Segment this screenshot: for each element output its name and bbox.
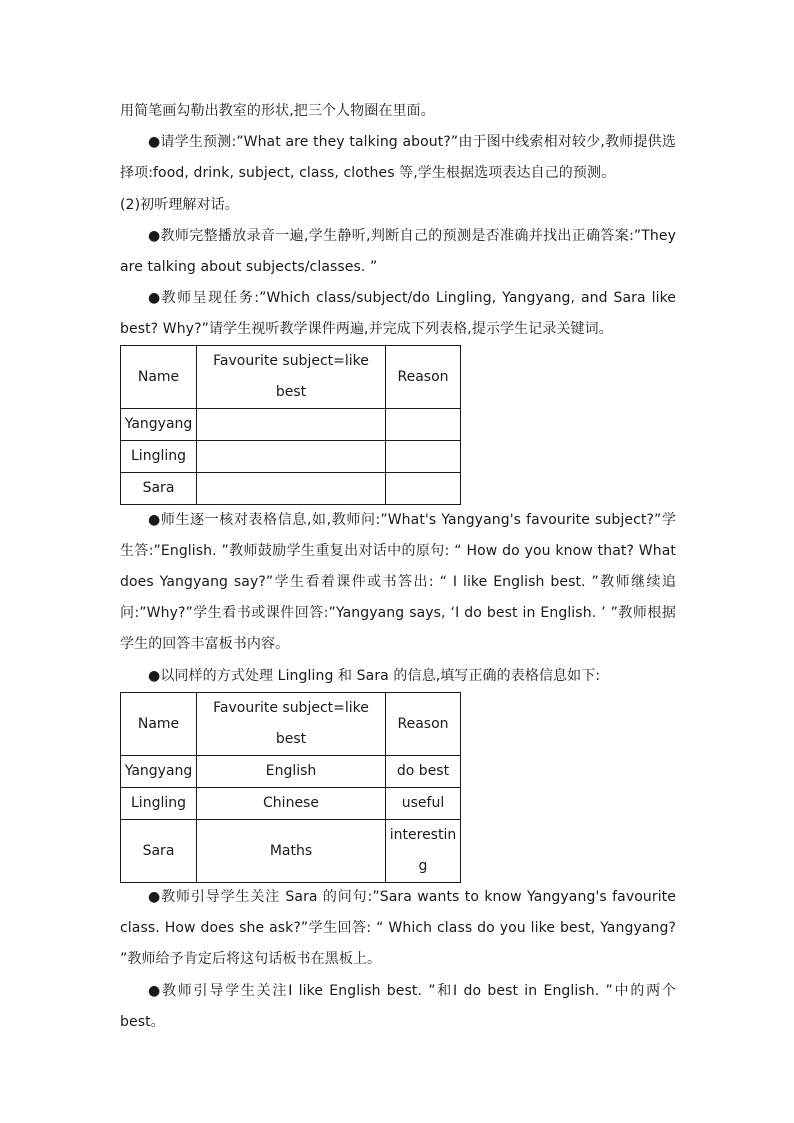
table-header-row <box>121 346 461 409</box>
table-cell <box>386 473 461 505</box>
table-cell: interesting <box>386 820 461 883</box>
table-cell: do best <box>386 756 461 788</box>
table-header-cell: Favourite subject=like best <box>197 693 386 756</box>
table-row <box>121 441 461 473</box>
table-cell <box>197 441 386 473</box>
paragraph-4: ●教师完整播放录音一遍,学生静听,判断自己的预测是否准确并找出正确答案:”They are talking about subjects/classes. ” <box>120 228 676 275</box>
table-cell: Maths <box>197 820 386 883</box>
table-row <box>121 820 461 883</box>
task-table-filled <box>120 692 461 883</box>
table-header-cell: Reason <box>386 693 461 756</box>
table-header-cell: Name <box>121 693 197 756</box>
table-cell: English <box>197 756 386 788</box>
table-cell <box>197 409 386 441</box>
table-header-cell: Name <box>121 346 197 409</box>
paragraph-3: (2)初听理解对话。 <box>120 197 239 213</box>
paragraph-5: ●教师呈现任务:”Which class/subject/do Lingling, Yangyang, and Sara like best? Why?”请学生视听教学课件两遍,并完成下列表格,提示学生记录关键词。 <box>120 290 676 337</box>
task-table-blank <box>120 345 461 505</box>
table-cell <box>386 441 461 473</box>
table-cell: Chinese <box>197 788 386 820</box>
table-cell <box>197 473 386 505</box>
table-cell: Sara <box>121 820 197 883</box>
table-cell: Lingling <box>121 441 197 473</box>
paragraph-7: ●以同样的方式处理 Lingling 和 Sara 的信息,填写正确的表格信息如下: <box>148 668 601 684</box>
table-header-cell: Reason <box>386 346 461 409</box>
paragraph-6: ●师生逐一核对表格信息,如,教师问:”What's Yangyang's favourite subject?”学生答:”English. ”教师鼓励学生重复出对话中的原句: “ How do you know that? What does Yangyang say?”学生看着课件或书答出: “ I like English best. ”教师继续追问:”Why?”学生看书或课件回答:”Yangyang says, ‘I do best in English. ’ ”教师根据学生的回答丰富板书内容。 <box>120 512 676 652</box>
table-row <box>121 756 461 788</box>
table-cell: Yangyang <box>121 756 197 788</box>
table-cell: useful <box>386 788 461 820</box>
table-cell: Lingling <box>121 788 197 820</box>
table-row <box>121 473 461 505</box>
paragraph-9: ●教师引导学生关注I like English best. ”和I do best in English. ”中的两个 best。 <box>120 983 676 1030</box>
table-row <box>121 409 461 441</box>
paragraph-8: ●教师引导学生关注 Sara 的问句:”Sara wants to know Yangyang's favourite class. How does she ask?”学生回答: “ Which class do you like best, Yangyang? ”教师给予肯定后将这句话板书在黑板上。 <box>120 889 676 967</box>
paragraph-1: 用简笔画勾勒出教室的形状,把三个人物圈在里面。 <box>120 103 435 119</box>
table-cell: Yangyang <box>121 409 197 441</box>
table-cell: Sara <box>121 473 197 505</box>
paragraph-2: ●请学生预测:”What are they talking about?”由于图中线索相对较少,教师提供选择项:food, drink, subject, class, clothes 等,学生根据选项表达自己的预测。 <box>120 134 676 181</box>
table-row <box>121 788 461 820</box>
table-cell <box>386 409 461 441</box>
table-header-row <box>121 693 461 756</box>
table-header-cell: Favourite subject=like best <box>197 346 386 409</box>
